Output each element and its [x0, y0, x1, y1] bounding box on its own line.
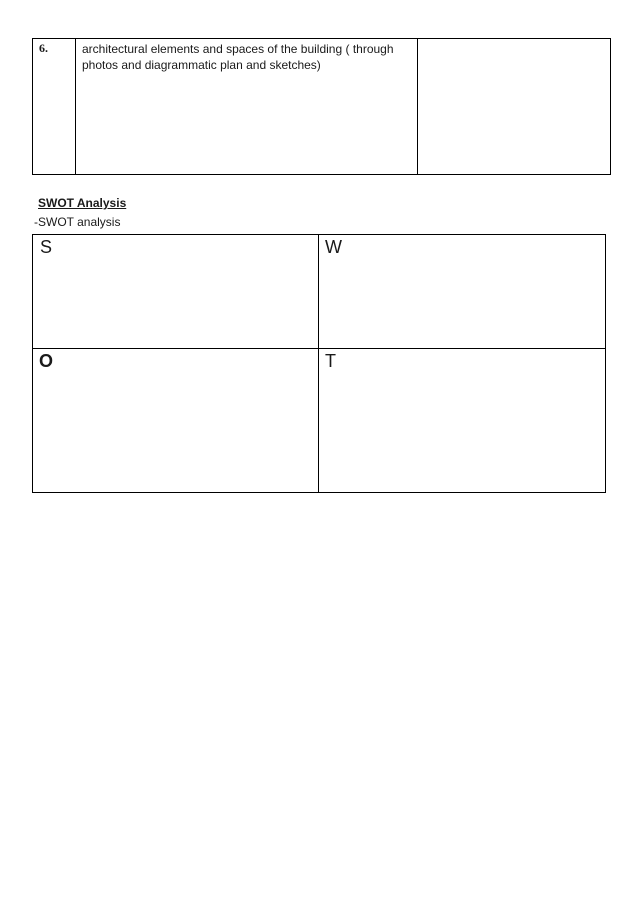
swot-subheading: -SWOT analysis — [34, 215, 121, 229]
requirements-table — [32, 38, 611, 175]
swot-strengths-label: S — [40, 237, 53, 257]
row-description-line1: architectural elements and spaces of the building ( through — [82, 42, 394, 56]
row-number-cell — [33, 39, 76, 174]
swot-threats-cell — [319, 349, 605, 492]
swot-grid — [32, 234, 606, 493]
swot-threats-label: T — [325, 351, 336, 371]
row-description-line2: photos and diagrammatic plan and sketches) — [82, 58, 321, 72]
swot-opportunities-cell — [33, 349, 319, 492]
swot-weaknesses-label: W — [325, 237, 342, 257]
row-number: 6. — [39, 41, 48, 55]
swot-weaknesses-cell — [319, 235, 605, 349]
row-remarks-cell — [418, 39, 610, 174]
swot-opportunities-label: O — [39, 351, 54, 371]
swot-heading: SWOT Analysis — [38, 196, 127, 210]
row-description-cell — [76, 39, 418, 174]
swot-strengths-cell — [33, 235, 319, 349]
